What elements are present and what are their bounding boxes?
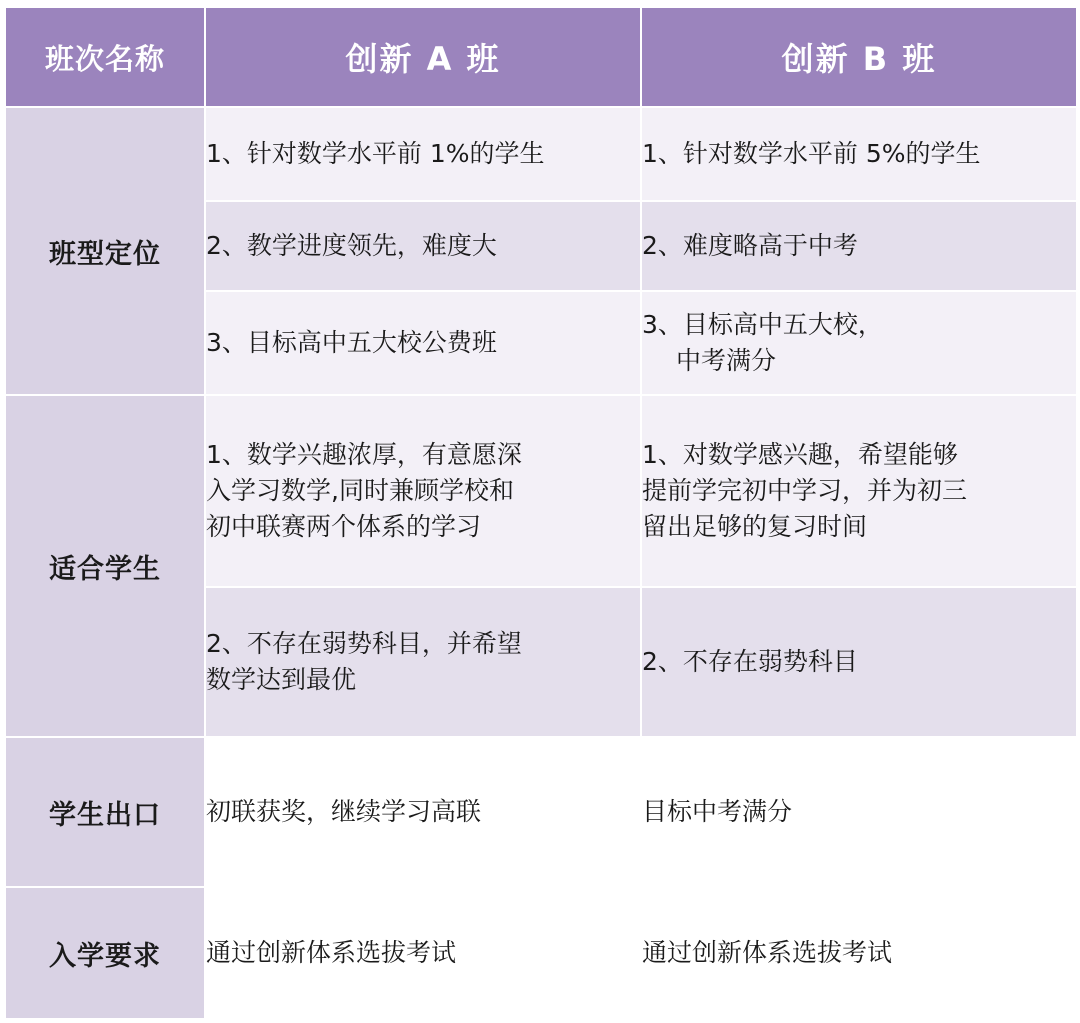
cell-line: 通过创新体系选拔考试 [206,937,457,967]
cell-line: 通过创新体系选拔考试 [642,937,893,967]
cell-line: 3、目标高中五大校， [642,309,883,339]
table-row [5,107,1077,201]
cell-line: 初中联赛两个体系的学习 [206,512,482,542]
cell-a-positioning-1 [205,107,641,201]
cell-b-outcome [641,737,1077,887]
table-header-row [5,7,1077,107]
class-comparison-table [4,6,1078,1020]
cell-line: 提前学完初中学习，并为初三 [642,475,968,505]
cell-line: 3、目标高中五大校公费班 [206,327,497,357]
cell-line: 数学达到最优 [206,665,357,694]
cell-b-positioning-2 [641,201,1077,291]
header-label: 班次名称 [5,7,205,107]
cell-b-suitable-1 [641,395,1077,587]
table-row [5,887,1077,1019]
row-label-suitable-students: 适合学生 [5,395,205,737]
cell-line: 1、针对数学水平前 5%的学生 [642,138,981,168]
table-row [5,737,1077,887]
cell-a-admission [205,887,641,1019]
cell-line: 1、针对数学水平前 1%的学生 [206,138,545,168]
cell-a-suitable-2 [205,587,641,737]
cell-line: 入学习数学,同时兼顾学校和 [206,475,514,505]
cell-line: 初联获奖，继续学习高联 [206,796,482,826]
cell-line: 2、不存在弱势科目，并希望 [206,628,522,658]
cell-a-suitable-1 [205,395,641,587]
cell-line: 2、教学进度领先，难度大 [206,230,497,260]
cell-line: 中考满分 [676,346,777,375]
table-row [5,395,1077,587]
row-label-positioning: 班型定位 [5,107,205,395]
cell-line: 1、数学兴趣浓厚，有意愿深 [206,439,522,469]
cell-line: 留出足够的复习时间 [642,512,868,542]
row-label-admission-requirement: 入学要求 [5,887,205,1019]
header-column-a: 创新 A 班 [205,7,641,107]
cell-a-positioning-3 [205,291,641,395]
cell-line: 1、对数学感兴趣，希望能够 [642,439,958,469]
cell-b-positioning-3 [641,291,1077,395]
cell-line: 2、难度略高于中考 [642,230,858,260]
cell-b-positioning-1 [641,107,1077,201]
cell-b-admission [641,887,1077,1019]
row-label-student-outcome: 学生出口 [5,737,205,887]
cell-line: 2、不存在弱势科目 [642,646,858,676]
cell-line: 目标中考满分 [642,796,793,826]
header-column-b: 创新 B 班 [641,7,1077,107]
cell-a-positioning-2 [205,201,641,291]
cell-b-suitable-2 [641,587,1077,737]
cell-a-outcome [205,737,641,887]
